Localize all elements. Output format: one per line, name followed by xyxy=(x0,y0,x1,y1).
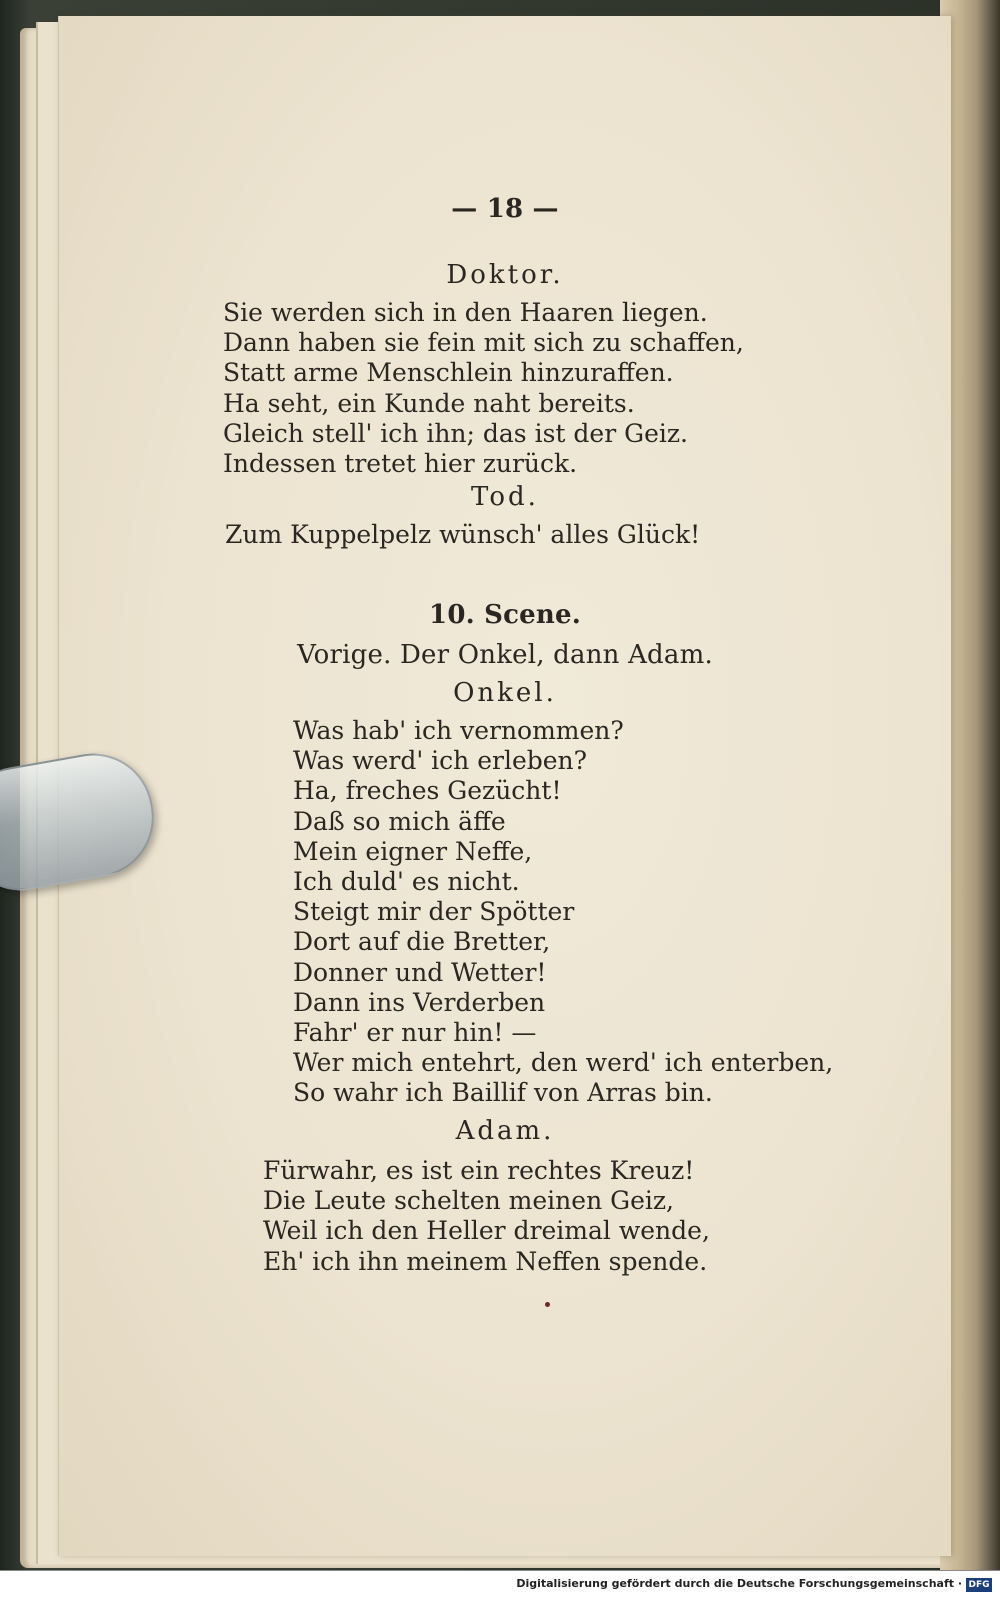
verse-line: Eh' ich ihn meinem Neffen spende. xyxy=(263,1246,708,1276)
dfg-logo-icon: DFG xyxy=(966,1578,992,1592)
verse-onkel xyxy=(293,716,833,1108)
scene-cast: Vorige. Der Onkel, dann Adam. xyxy=(297,640,713,670)
verse-line: Dort auf die Bretter, xyxy=(293,927,551,957)
page-number: — 18 — xyxy=(451,194,559,224)
verse-line: Zum Kuppelpelz wünsch' alles Glück! xyxy=(225,520,701,549)
verse-tod xyxy=(225,520,700,550)
verse-line: Indessen tretet hier zurück. xyxy=(223,448,578,478)
speaker-adam: Adam. xyxy=(455,1116,555,1146)
scene-title: 10. Scene. xyxy=(429,600,581,630)
verse-line: Fahr' er nur hin! — xyxy=(293,1017,537,1047)
verse-line: Was hab' ich vernommen? xyxy=(293,716,624,745)
verse-line: Weil ich den Heller dreimal wende, xyxy=(263,1216,710,1246)
verse-line: Ha, freches Gezücht! xyxy=(293,776,562,806)
verse-line: Ha seht, ein Kunde naht bereits. xyxy=(223,388,635,418)
speaker-doktor: Doktor. xyxy=(446,260,564,290)
verse-line: Daß so mich äffe xyxy=(293,806,506,836)
speaker-onkel: Onkel. xyxy=(453,678,557,708)
verse-line: Steigt mir der Spötter xyxy=(293,897,575,927)
verse-line: Was werd' ich erleben? xyxy=(293,746,588,776)
verse-line: So wahr ich Baillif von Arras bin. xyxy=(293,1078,713,1108)
verse-line: Mein eigner Neffe, xyxy=(293,836,533,866)
ink-spot xyxy=(545,1302,550,1307)
verse-line: Die Leute schelten meinen Geiz, xyxy=(263,1186,674,1216)
verse-line: Wer mich entehrt, den werd' ich enterben, xyxy=(293,1048,834,1078)
verse-line: Dann ins Verderben xyxy=(293,987,546,1017)
verse-line: Statt arme Menschlein hinzuraffen. xyxy=(223,358,674,388)
verse-line: Ich duld' es nicht. xyxy=(293,866,520,896)
verse-line: Dann haben sie fein mit sich zu schaffen, xyxy=(223,328,744,358)
verse-line: Gleich stell' ich ihn; das ist der Geiz. xyxy=(223,418,688,448)
verse-doktor xyxy=(223,298,744,479)
book-page xyxy=(58,16,951,1556)
footer-credit: Digitalisierung gefördert durch die Deutsche Forschungsgemeinschaft · xyxy=(516,1577,962,1590)
speaker-tod: Tod. xyxy=(471,482,539,512)
verse-adam xyxy=(263,1156,710,1277)
verse-line: Fürwahr, es ist ein rechtes Kreuz! xyxy=(263,1156,695,1185)
verse-line: Sie werden sich in den Haaren liegen. xyxy=(223,298,708,327)
verse-line: Donner und Wetter! xyxy=(293,957,547,987)
footer-bar xyxy=(0,1570,1000,1598)
